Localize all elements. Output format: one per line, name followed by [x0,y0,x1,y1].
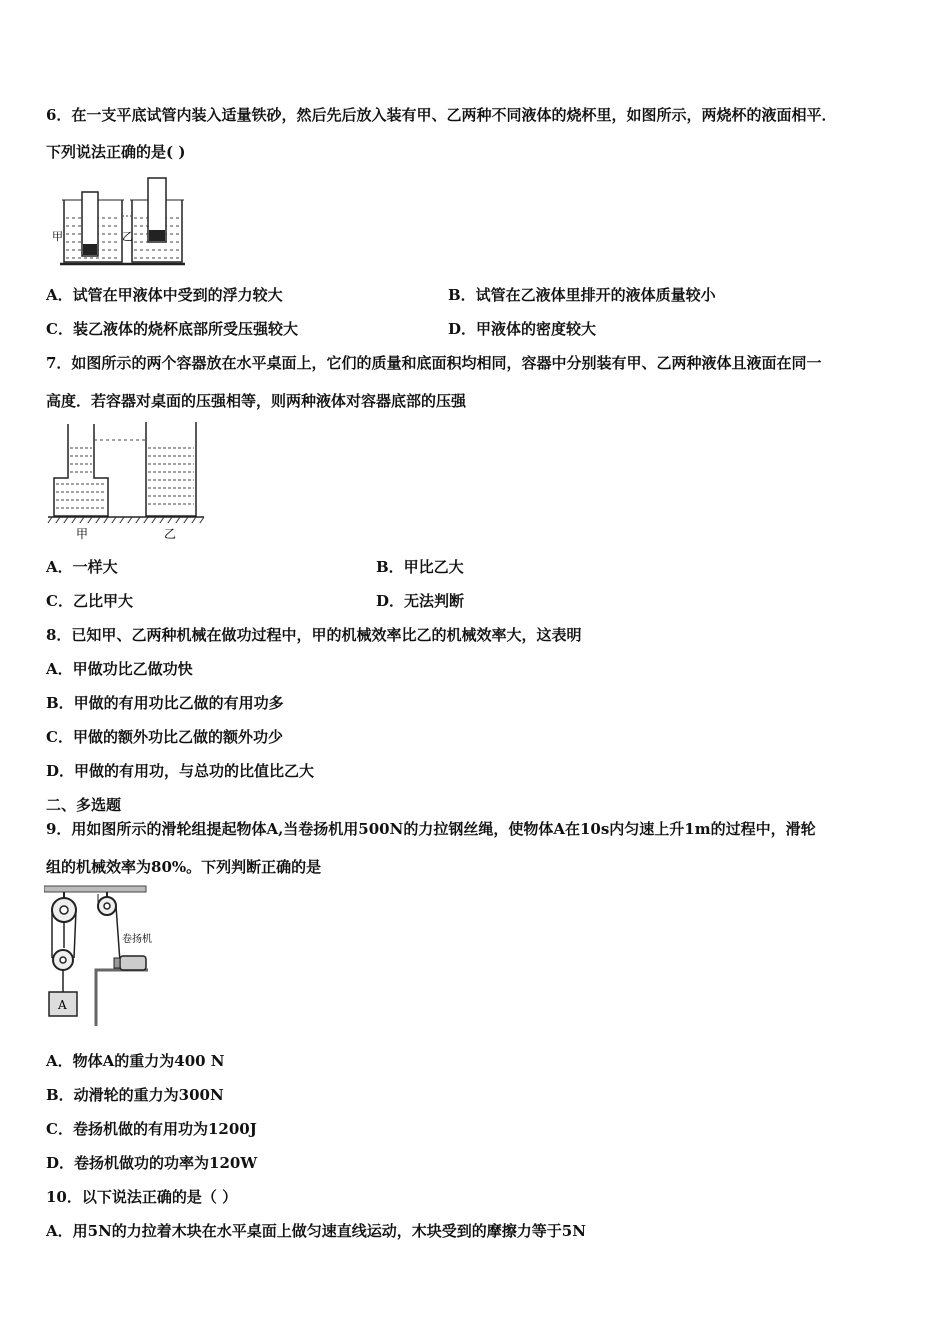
q9-option-b[interactable]: B．动滑轮的重力为300N [46,1086,224,1104]
q6-option-a[interactable]: A．试管在甲液体中受到的浮力较大 [46,286,283,304]
q6-beakers-figure [50,172,190,272]
q7-option-a[interactable]: A．一样大 [46,558,118,576]
q7-option-b[interactable]: B．甲比乙大 [376,558,464,576]
q6-fig-label-yi: 乙 [122,230,133,243]
q7-containers-figure [46,418,206,546]
q9-pulley-figure [44,884,184,1032]
q6-option-c[interactable]: C．装乙液体的烧杯底部所受压强较大 [46,320,298,338]
q6-option-d[interactable]: D．甲液体的密度较大 [448,320,597,338]
q9-stem-line2: 组的机械效率为80%。下列判断正确的是 [46,858,322,876]
q7-stem-line2: 高度．若容器对桌面的压强相等，则两种液体对容器底部的压强 [46,392,467,410]
section-heading-multiple-choice: 二、多选题 [46,796,122,814]
q10-option-a[interactable]: A．用5N的力拉着木块在水平桌面上做匀速直线运动，木块受到的摩擦力等于5N [46,1222,586,1240]
q6-fig-label-jia: 甲 [52,230,63,243]
q8-stem: 8．已知甲、乙两种机械在做功过程中，甲的机械效率比乙的机械效率大，这表明 [46,626,582,644]
q7-stem-line1: 7．如图所示的两个容器放在水平桌面上，它们的质量和底面积均相同，容器中分别装有甲、乙两种液体且液面在同一 [46,354,822,372]
q9-stem-line1: 9．用如图所示的滑轮组提起物体A,当卷扬机用500N的力拉钢丝绳，使物体A在10s内匀速上升1m的过程中，滑轮 [46,820,816,838]
q7-option-d[interactable]: D．无法判断 [376,592,465,610]
q6-stem-line1: 6．在一支平底试管内装入适量铁砂，然后先后放入装有甲、乙两种不同液体的烧杯里，如图所示，两烧杯的液面相平． [46,106,837,124]
q9-option-d[interactable]: D．卷扬机做功的功率为120W [46,1154,258,1172]
q9-option-a[interactable]: A．物体A的重力为400 N [46,1052,225,1070]
q9-option-c[interactable]: C．卷扬机做的有用功为1200J [46,1120,257,1138]
q8-option-d[interactable]: D．甲做的有用功，与总功的比值比乙大 [46,762,315,780]
q8-option-b[interactable]: B．甲做的有用功比乙做的有用功多 [46,694,284,712]
q8-option-c[interactable]: C．甲做的额外功比乙做的额外功少 [46,728,283,746]
q10-stem: 10．以下说法正确的是（ ） [46,1188,238,1206]
q6-stem-line2: 下列说法正确的是( ) [46,143,186,161]
q9-fig-label-winch: 卷扬机 [122,934,152,945]
q7-fig-label-yi: 乙 [164,527,177,541]
q9-fig-label-a: A [58,998,67,1012]
q8-option-a[interactable]: A．甲做功比乙做功快 [46,660,193,678]
q6-option-b[interactable]: B．试管在乙液体里排开的液体质量较小 [448,286,716,304]
q7-fig-label-jia: 甲 [76,527,89,541]
q7-option-c[interactable]: C．乙比甲大 [46,592,133,610]
